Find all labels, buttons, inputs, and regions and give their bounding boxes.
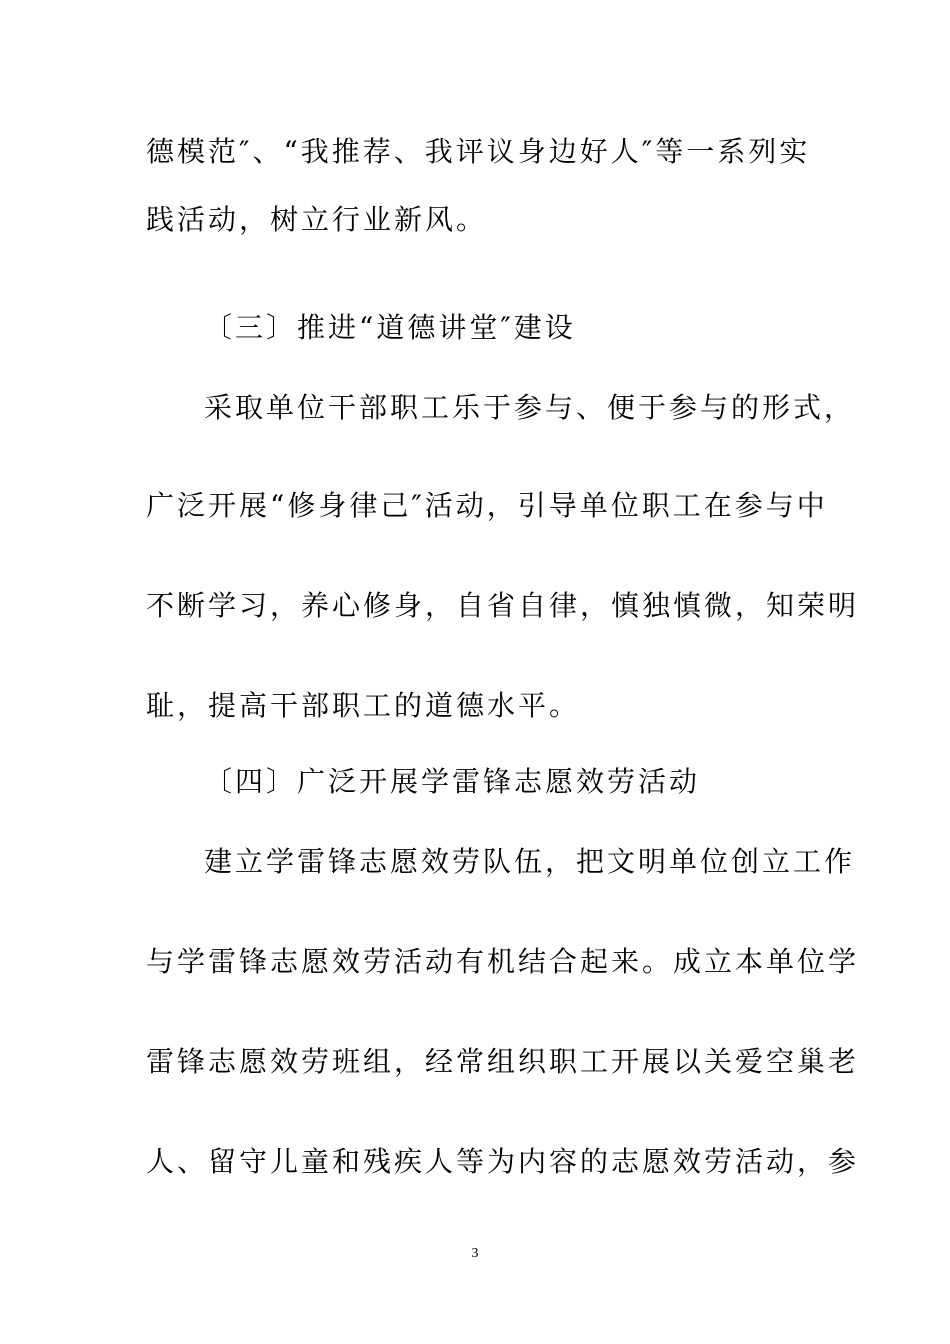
page-number: 3 xyxy=(471,1246,479,1261)
text-line-10: 与学雷锋志愿效劳活动有机结合起来。成立本单位学 xyxy=(146,945,860,978)
text-line-9: 建立学雷锋志愿效劳队伍，把文明单位创立工作 xyxy=(204,845,856,878)
text-line-12: 人、留守儿童和残疾人等为内容的志愿效劳活动，参 xyxy=(146,1145,860,1178)
section-heading-4: 〔四〕广泛开展学雷锋志愿效劳活动 xyxy=(204,765,701,798)
text-line-1: 德模范″、“我推荐、我评议身边好人″等一系列实 xyxy=(146,135,811,168)
section-heading-3: 〔三〕推进“道德讲堂″建设 xyxy=(204,311,576,344)
text-line-7: 耻，提高干部职工的道德水平。 xyxy=(146,689,581,722)
text-line-4: 采取单位干部职工乐于参与、便于参与的形式， xyxy=(204,391,856,424)
text-line-5: 广泛开展“修身律己″活动，引导单位职工在参与中 xyxy=(146,489,828,522)
text-line-2: 践活动，树立行业新风。 xyxy=(146,203,488,236)
text-line-11: 雷锋志愿效劳班组，经常组织职工开展以关爱空巢老 xyxy=(146,1045,860,1078)
text-line-6: 不断学习，养心修身，自省自律，慎独慎微，知荣明 xyxy=(146,589,860,622)
